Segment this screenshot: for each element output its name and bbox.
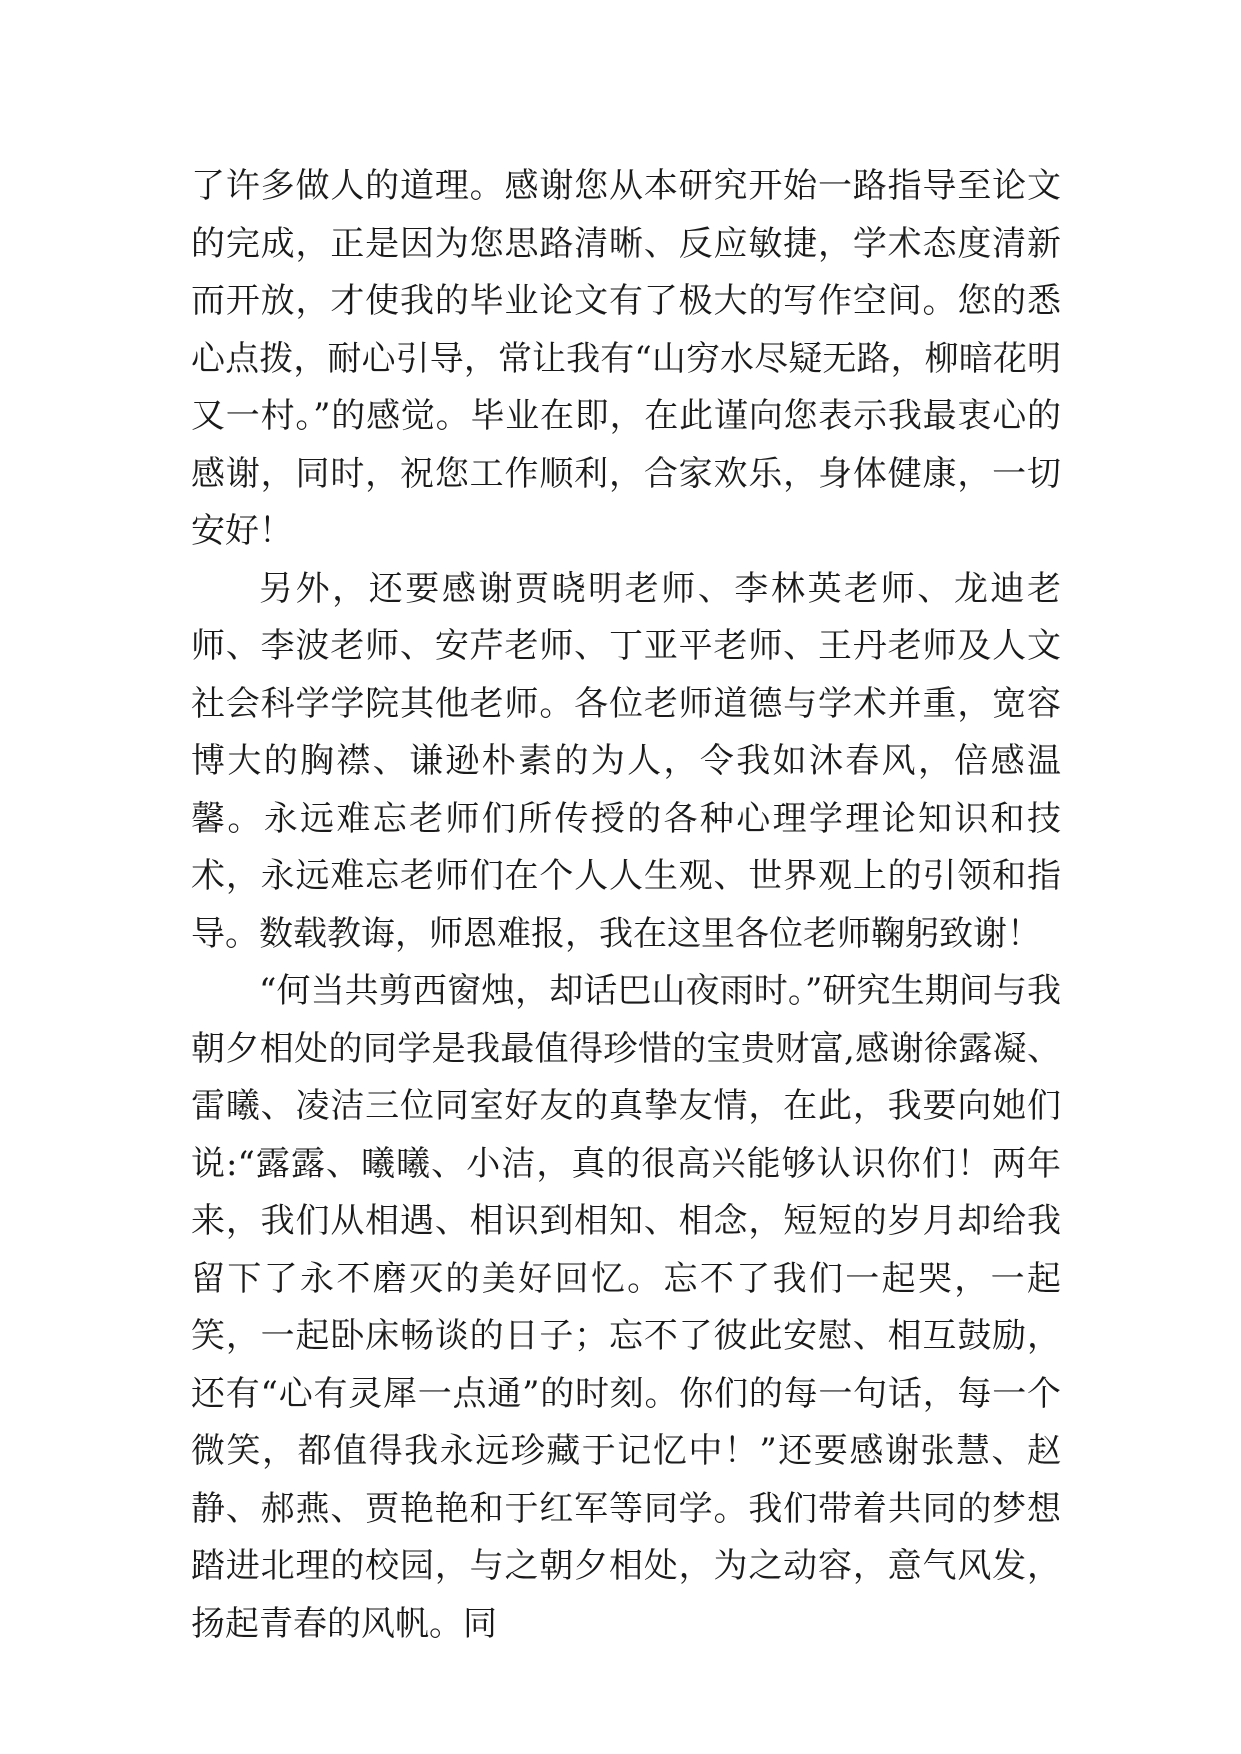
- paragraph-2: 另外，还要感谢贾晓明老师、李林英老师、龙迪老师、李波老师、安芹老师、丁亚平老师、王丹老师及人文社会科学学院其他老师。各位老师道德与学术并重，宽容博大的胸襟、谦逊朴素的为人，令我如沐春风，倍感温馨。永远难忘老师们所传授的各种心理学理论知识和技术，永远难忘老师们在个人人生观、世界观上的引领和指导。数载教诲，师恩难报，我在这里各位老师鞠躬致谢！: [191, 568, 1061, 954]
- body-text: [191, 158, 1061, 1653]
- paragraph-1: 了许多做人的道理。感谢您从本研究开始一路指导至论文的完成，正是因为您思路清晰、反应敏捷，学术态度清新而开放，才使我的毕业论文有了极大的写作空间。您的悉心点拨，耐心引导，常让我有“山穷水尽疑无路，柳暗花明又一村。”的感觉。毕业在即，在此谨向您表示我最衷心的感谢，同时，祝您工作顺利，合家欢乐，身体健康，一切安好！: [191, 166, 1061, 551]
- paragraph-3: “何当共剪西窗烛，却话巴山夜雨时。”研究生期间与我朝夕相处的同学是我最值得珍惜的宝贵财富,感谢徐露凝、雷曦、凌洁三位同室好友的真挚友情，在此，我要向她们说:“露露、曦曦、小洁，真的很高兴能够认识你们！两年来，我们从相遇、相识到相知、相念，短短的岁月却给我留下了永不磨灭的美好回忆。忘不了我们一起哭，一起笑，一起卧床畅谈的日子；忘不了彼此安慰、相互鼓励，还有“心有灵犀一点通”的时刻。你们的每一句话，每一个微笑，都值得我永远珍藏于记忆中！”还要感谢张慧、赵静、郝燕、贾艳艳和于红军等同学。我们带着共同的梦想踏进北理的校园，与之朝夕相处，为之动容，意气风发，扬起青春的风帆。同: [191, 971, 1061, 1644]
